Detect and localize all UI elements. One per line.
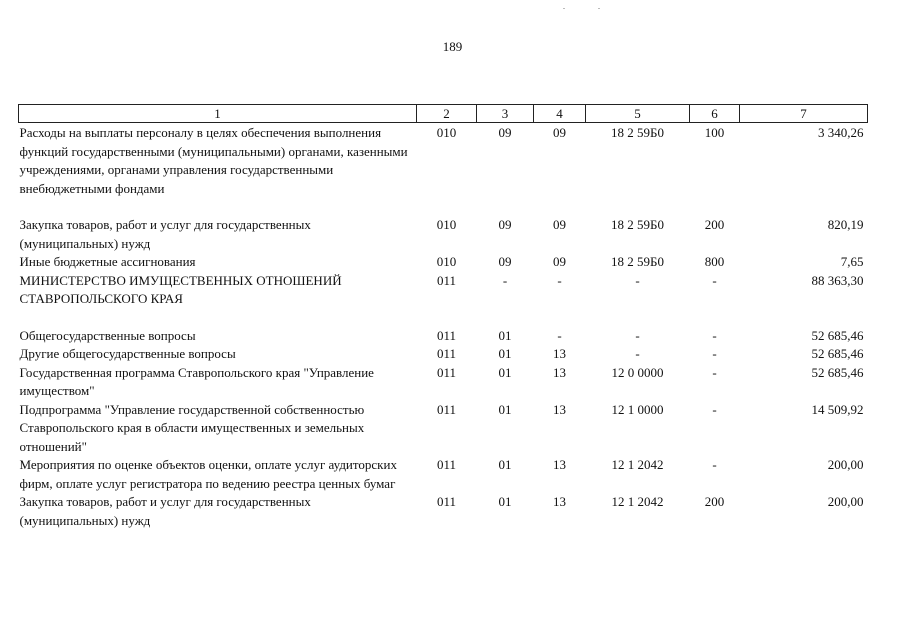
- row-expense-type: 800: [704, 254, 725, 269]
- row-code-subsection: 13: [553, 401, 566, 417]
- column-header: 2: [417, 105, 477, 123]
- row-target-article: 18 2 59Б0: [611, 254, 664, 269]
- row-code-section: -: [502, 272, 508, 288]
- row-code-section: 01: [498, 346, 512, 361]
- row-amount: 200,00: [827, 457, 864, 472]
- row-name: Подпрограмма "Управление государственной собственностью Ставропольского края в области имущественных и земельных отношений": [19, 401, 365, 454]
- row-target-article: 12 0 0000: [611, 364, 664, 380]
- table-row: [19, 272, 868, 327]
- table-row: [19, 456, 868, 493]
- row-amount: 52 685,46: [811, 364, 864, 380]
- row-target-article: 12 1 0000: [611, 401, 664, 417]
- table-row: [19, 345, 868, 364]
- row-code-subsection: 09: [553, 217, 566, 232]
- row-amount: 52 685,46: [811, 327, 864, 343]
- row-code-ministry: 011: [436, 346, 457, 361]
- row-expense-type: 100: [704, 125, 725, 140]
- row-name: Закупка товаров, работ и услуг для государственных (муниципальных) нужд: [19, 494, 311, 528]
- row-name: МИНИСТЕРСТВО ИМУЩЕСТВЕННЫХ ОТНОШЕНИЙ СТАВРОПОЛЬСКОГО КРАЯ: [19, 272, 342, 306]
- row-code-section: 09: [498, 217, 512, 232]
- column-header: 1: [19, 105, 417, 123]
- table-row: [19, 216, 868, 253]
- table-header-row: [19, 105, 868, 123]
- row-code-section: 01: [498, 401, 512, 417]
- column-header: 6: [690, 105, 740, 123]
- column-header: 4: [534, 105, 586, 123]
- row-target-article: 12 1 2042: [611, 457, 664, 472]
- row-code-ministry: 010: [436, 217, 457, 232]
- row-target-article: -: [635, 346, 640, 361]
- row-amount: 3 340,26: [818, 125, 864, 140]
- row-expense-type: 200: [704, 494, 725, 509]
- column-header: 5: [586, 105, 690, 123]
- row-code-ministry: 011: [436, 364, 457, 380]
- table-row: [19, 493, 868, 530]
- row-code-subsection: 09: [553, 125, 566, 140]
- row-expense-type: -: [712, 457, 717, 472]
- row-code-section: 01: [498, 327, 512, 343]
- row-code-subsection: 13: [553, 346, 566, 361]
- column-header: 7: [740, 105, 868, 123]
- row-code-subsection: 13: [553, 364, 566, 380]
- scan-speck: [563, 8, 565, 9]
- row-expense-type: -: [712, 401, 717, 417]
- row-code-ministry: 011: [436, 401, 457, 417]
- row-amount: 820,19: [827, 217, 864, 232]
- row-name: Мероприятия по оценке объектов оценки, оплате услуг аудиторских фирм, оплате услуг регистратора по ведению реестра ценных бумаг: [19, 457, 397, 491]
- table-row: [19, 327, 868, 346]
- row-code-subsection: 09: [553, 254, 566, 269]
- table-row: [19, 253, 868, 272]
- row-amount: 52 685,46: [811, 346, 864, 361]
- column-header: 3: [477, 105, 534, 123]
- row-name: Общегосударственные вопросы: [19, 327, 196, 343]
- row-expense-type: -: [712, 272, 717, 288]
- row-amount: 200,00: [827, 494, 864, 509]
- budget-table: [18, 104, 868, 530]
- row-code-ministry: 011: [436, 272, 457, 288]
- row-code-section: 01: [498, 364, 512, 380]
- row-target-article: 18 2 59Б0: [611, 125, 664, 140]
- row-expense-type: -: [712, 327, 717, 343]
- row-name: Другие общегосударственные вопросы: [19, 346, 236, 361]
- row-code-section: 09: [498, 125, 512, 140]
- row-target-article: -: [635, 272, 640, 288]
- row-code-section: 09: [498, 254, 512, 269]
- table-row: [19, 401, 868, 457]
- row-amount: 7,65: [840, 254, 864, 269]
- scan-speck: [598, 8, 600, 9]
- row-code-ministry: 011: [436, 327, 457, 343]
- row-name: Расходы на выплаты персоналу в целях обеспечения выполнения функций государственными (муниципальными) органами, казенными учреждениями, органами управления государственными внебюджетными фондами: [19, 125, 408, 196]
- row-target-article: -: [635, 327, 640, 343]
- table-row: [19, 364, 868, 401]
- row-code-subsection: 13: [553, 494, 566, 509]
- row-code-ministry: 011: [436, 457, 457, 472]
- row-code-section: 01: [498, 457, 512, 472]
- row-name: Закупка товаров, работ и услуг для государственных (муниципальных) нужд: [19, 217, 311, 251]
- row-expense-type: -: [712, 364, 717, 380]
- row-code-ministry: 010: [436, 254, 457, 269]
- row-code-ministry: 010: [436, 125, 457, 140]
- row-name: Иные бюджетные ассигнования: [19, 254, 196, 269]
- row-target-article: 12 1 2042: [611, 494, 664, 509]
- page-number: 189: [442, 39, 463, 54]
- row-amount: 14 509,92: [811, 401, 864, 417]
- row-code-ministry: 011: [436, 494, 457, 509]
- row-expense-type: -: [712, 346, 717, 361]
- table-row: [19, 123, 868, 217]
- row-code-subsection: 13: [553, 457, 566, 472]
- row-code-subsection: -: [557, 327, 562, 343]
- row-amount: 88 363,30: [811, 272, 864, 288]
- row-expense-type: 200: [704, 217, 725, 232]
- row-code-section: 01: [498, 494, 512, 509]
- row-code-subsection: -: [557, 272, 562, 288]
- row-target-article: 18 2 59Б0: [611, 217, 664, 232]
- row-name: Государственная программа Ставропольского края "Управление имуществом": [19, 364, 374, 398]
